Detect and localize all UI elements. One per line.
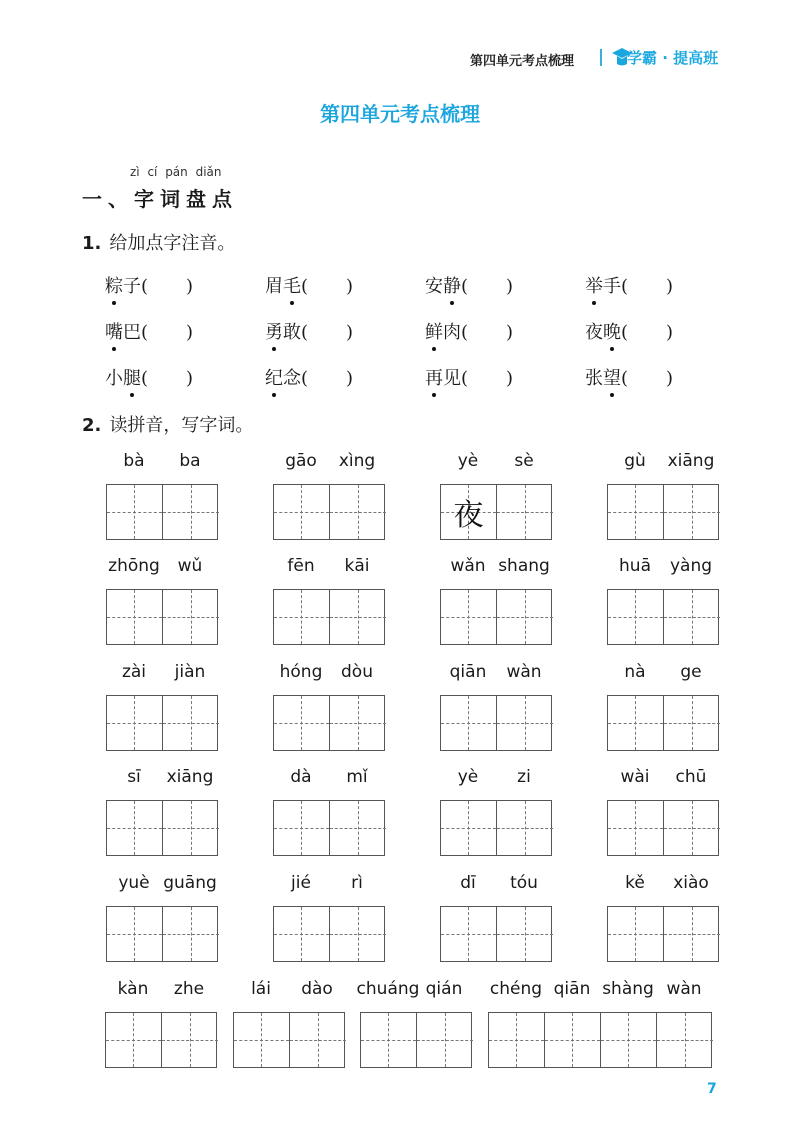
pinyin-syllable: gù bbox=[624, 451, 646, 471]
item-char: 静 bbox=[443, 272, 461, 298]
writing-cell[interactable] bbox=[497, 696, 553, 750]
writing-cell[interactable] bbox=[664, 801, 720, 855]
answer-paren-close: ) bbox=[346, 368, 354, 389]
writing-cell[interactable] bbox=[107, 907, 163, 961]
pinyin-syllable: jié bbox=[291, 873, 311, 893]
pinyin-row bbox=[233, 979, 345, 1003]
pinyin-row bbox=[607, 662, 719, 686]
pinyin-syllable: ba bbox=[179, 451, 201, 471]
pinyin-item bbox=[425, 318, 513, 344]
pinyin-row bbox=[273, 556, 385, 580]
pinyin-row bbox=[607, 556, 719, 580]
tianzige-grid bbox=[607, 906, 719, 962]
writing-cell[interactable] bbox=[330, 696, 386, 750]
writing-cell[interactable] bbox=[274, 485, 330, 539]
pinyin-syllable: dī bbox=[460, 873, 476, 893]
pinyin-syllable: kāi bbox=[344, 556, 370, 576]
pinyin-syllable: xiào bbox=[673, 873, 709, 893]
writing-cell[interactable] bbox=[664, 485, 720, 539]
pinyin-row bbox=[440, 556, 552, 580]
pinyin-syllable: zhōng bbox=[108, 556, 160, 576]
answer-paren-open: ( bbox=[621, 322, 629, 343]
pinyin-syllable: ge bbox=[680, 662, 702, 682]
pinyin-row bbox=[440, 873, 552, 897]
writing-cell[interactable] bbox=[274, 696, 330, 750]
pinyin-syllable: lái bbox=[251, 979, 271, 999]
pinyin-row bbox=[607, 451, 719, 475]
item-char: 腿 bbox=[123, 364, 141, 390]
question-1-number: 1. bbox=[82, 233, 102, 254]
pinyin-syllable: bà bbox=[123, 451, 145, 471]
item-char: 敢 bbox=[283, 322, 301, 343]
pinyin-syllable: chū bbox=[675, 767, 707, 787]
answer-paren-open: ( bbox=[621, 276, 629, 297]
pinyin-syllable: kě bbox=[625, 873, 645, 893]
writing-cell[interactable] bbox=[107, 590, 163, 644]
item-char: 张 bbox=[585, 368, 603, 389]
tianzige-grid bbox=[607, 695, 719, 751]
pinyin-syllable: yuè bbox=[118, 873, 150, 893]
page-title: 第四单元考点梳理 bbox=[320, 102, 480, 126]
item-char: 望 bbox=[603, 364, 621, 390]
pinyin-item bbox=[425, 364, 513, 390]
writing-cell[interactable] bbox=[330, 485, 386, 539]
tianzige-grid bbox=[106, 800, 218, 856]
item-char: 巴 bbox=[123, 322, 141, 343]
writing-cell[interactable] bbox=[234, 1013, 290, 1067]
tianzige-grid bbox=[607, 589, 719, 645]
answer-paren-close: ) bbox=[666, 276, 674, 297]
pinyin-syllable: qiān bbox=[449, 662, 487, 682]
item-char: 见 bbox=[443, 368, 461, 389]
writing-cell[interactable] bbox=[601, 1013, 657, 1067]
pinyin-item bbox=[585, 364, 673, 390]
pinyin-syllable: wàn bbox=[506, 662, 542, 682]
item-char: 再 bbox=[425, 364, 443, 390]
writing-cell[interactable] bbox=[163, 590, 219, 644]
answer-paren-close: ) bbox=[666, 368, 674, 389]
writing-cell[interactable] bbox=[163, 801, 219, 855]
writing-cell[interactable] bbox=[441, 590, 497, 644]
question-2-text: 读拼音，写字词。 bbox=[109, 415, 254, 436]
item-char: 眉 bbox=[265, 276, 283, 297]
tianzige-grid bbox=[106, 484, 218, 540]
item-char: 晚 bbox=[603, 318, 621, 344]
writing-cell[interactable] bbox=[107, 485, 163, 539]
answer-paren-open: ( bbox=[621, 368, 629, 389]
pinyin-syllable: wǔ bbox=[177, 556, 203, 576]
pinyin-syllable: sè bbox=[514, 451, 534, 471]
pinyin-syllable: zhe bbox=[173, 979, 205, 999]
writing-cell[interactable] bbox=[657, 1013, 713, 1067]
writing-cell[interactable] bbox=[163, 907, 219, 961]
pinyin-item bbox=[105, 318, 193, 344]
tianzige-grid bbox=[233, 1012, 345, 1068]
pinyin-row bbox=[106, 767, 218, 791]
answer-paren-open: ( bbox=[141, 276, 149, 297]
item-char: 夜 bbox=[585, 322, 603, 343]
pinyin-syllable: fēn bbox=[287, 556, 315, 576]
pinyin-syllable: chéng bbox=[489, 979, 543, 999]
writing-cell[interactable] bbox=[497, 590, 553, 644]
writing-cell[interactable] bbox=[107, 801, 163, 855]
writing-cell[interactable] bbox=[274, 907, 330, 961]
item-char: 纪 bbox=[265, 364, 283, 390]
pinyin-item bbox=[585, 318, 673, 344]
header-title: 第四单元考点梳理 bbox=[470, 54, 575, 69]
pinyin-row bbox=[440, 662, 552, 686]
tianzige-grid bbox=[273, 800, 385, 856]
writing-cell[interactable] bbox=[664, 590, 720, 644]
pinyin-syllable: zi bbox=[517, 767, 531, 787]
tianzige-grid bbox=[440, 589, 552, 645]
writing-cell[interactable] bbox=[417, 1013, 473, 1067]
pinyin-item bbox=[265, 364, 353, 390]
pinyin-row bbox=[356, 979, 472, 1003]
pinyin-syllable: nà bbox=[624, 662, 646, 682]
pinyin-syllable: shang bbox=[498, 556, 550, 576]
pinyin-row bbox=[440, 767, 552, 791]
pinyin-syllable: hóng bbox=[279, 662, 323, 682]
pinyin-syllable: yàng bbox=[669, 556, 713, 576]
writing-cell[interactable] bbox=[441, 801, 497, 855]
pinyin-syllable: xiāng bbox=[667, 451, 715, 471]
answer-paren-close: ) bbox=[186, 322, 194, 343]
question-2-number: 2. bbox=[82, 415, 102, 436]
pinyin-syllable: qiān bbox=[553, 979, 591, 999]
writing-cell[interactable] bbox=[162, 1013, 218, 1067]
pinyin-row bbox=[105, 979, 217, 1003]
tianzige-grid bbox=[488, 1012, 712, 1068]
writing-cell[interactable] bbox=[330, 590, 386, 644]
filled-char: 夜 bbox=[453, 498, 484, 533]
header-brand: 学霸 · 提高班 bbox=[627, 49, 719, 67]
answer-paren-close: ) bbox=[346, 322, 354, 343]
writing-cell[interactable] bbox=[608, 590, 664, 644]
pinyin-item bbox=[585, 272, 673, 298]
section-heading: 一、字词盘点 bbox=[82, 187, 238, 211]
page-number: 7 bbox=[707, 1081, 717, 1097]
tianzige-grid bbox=[106, 906, 218, 962]
pinyin-row bbox=[106, 451, 218, 475]
tianzige-grid bbox=[273, 589, 385, 645]
pinyin-item bbox=[425, 272, 513, 298]
writing-cell[interactable] bbox=[330, 801, 386, 855]
writing-cell[interactable] bbox=[608, 485, 664, 539]
writing-cell[interactable] bbox=[274, 590, 330, 644]
tianzige-grid bbox=[273, 484, 385, 540]
writing-cell[interactable] bbox=[163, 696, 219, 750]
tianzige-grid bbox=[273, 695, 385, 751]
writing-cell[interactable] bbox=[361, 1013, 417, 1067]
writing-cell[interactable] bbox=[497, 485, 553, 539]
writing-cell[interactable] bbox=[274, 801, 330, 855]
pinyin-row bbox=[607, 767, 719, 791]
tianzige-grid bbox=[105, 1012, 217, 1068]
tianzige-grid bbox=[440, 800, 552, 856]
pinyin-row bbox=[106, 662, 218, 686]
answer-paren-open: ( bbox=[461, 368, 469, 389]
header-divider bbox=[600, 49, 602, 66]
answer-paren-close: ) bbox=[666, 322, 674, 343]
answer-paren-close: ) bbox=[506, 368, 514, 389]
pinyin-item bbox=[265, 272, 353, 298]
tianzige-grid bbox=[440, 906, 552, 962]
question-1-text: 给加点字注音。 bbox=[109, 233, 236, 254]
item-char: 肉 bbox=[443, 322, 461, 343]
pinyin-syllable: shàng bbox=[602, 979, 654, 999]
pinyin-syllable: dòu bbox=[341, 662, 373, 682]
item-char: 念 bbox=[283, 368, 301, 389]
writing-cell[interactable] bbox=[608, 696, 664, 750]
tianzige-grid bbox=[440, 695, 552, 751]
answer-paren-close: ) bbox=[186, 368, 194, 389]
pinyin-row bbox=[106, 873, 218, 897]
pinyin-syllable: kàn bbox=[117, 979, 149, 999]
pinyin-syllable: dào bbox=[301, 979, 333, 999]
item-char: 粽 bbox=[105, 272, 123, 298]
item-char: 手 bbox=[603, 276, 621, 297]
tianzige-grid bbox=[106, 589, 218, 645]
pinyin-syllable: zài bbox=[121, 662, 147, 682]
writing-cell[interactable] bbox=[664, 907, 720, 961]
pinyin-syllable: wàn bbox=[666, 979, 702, 999]
pinyin-syllable: yè bbox=[457, 767, 479, 787]
answer-paren-close: ) bbox=[346, 276, 354, 297]
answer-paren-open: ( bbox=[461, 322, 469, 343]
tianzige-grid bbox=[607, 484, 719, 540]
answer-paren-open: ( bbox=[301, 322, 309, 343]
pinyin-syllable: wài bbox=[620, 767, 650, 787]
tianzige-grid bbox=[607, 800, 719, 856]
pinyin-syllable: wǎn bbox=[450, 556, 486, 576]
pinyin-row bbox=[440, 451, 552, 475]
item-char: 举 bbox=[585, 272, 603, 298]
pinyin-item bbox=[265, 318, 353, 344]
question-1-heading bbox=[82, 229, 235, 255]
pinyin-item bbox=[105, 364, 193, 390]
pinyin-row bbox=[607, 873, 719, 897]
writing-cell[interactable] bbox=[441, 907, 497, 961]
item-char: 安 bbox=[425, 276, 443, 297]
writing-cell[interactable] bbox=[330, 907, 386, 961]
pinyin-syllable: chuáng bbox=[356, 979, 420, 999]
item-char: 毛 bbox=[283, 272, 301, 298]
pinyin-row bbox=[273, 451, 385, 475]
pinyin-syllable: dà bbox=[290, 767, 312, 787]
pinyin-syllable: jiàn bbox=[174, 662, 206, 682]
question-2-heading bbox=[82, 411, 253, 437]
pinyin-syllable: sī bbox=[127, 767, 141, 787]
item-char: 勇 bbox=[265, 318, 283, 344]
writing-cell[interactable] bbox=[608, 801, 664, 855]
answer-paren-open: ( bbox=[141, 322, 149, 343]
answer-paren-close: ) bbox=[506, 276, 514, 297]
pinyin-syllable: qián bbox=[425, 979, 463, 999]
pinyin-row bbox=[106, 556, 218, 580]
writing-cell[interactable] bbox=[163, 485, 219, 539]
writing-cell[interactable] bbox=[489, 1013, 545, 1067]
writing-cell[interactable] bbox=[545, 1013, 601, 1067]
tianzige-grid bbox=[106, 695, 218, 751]
writing-cell[interactable] bbox=[290, 1013, 346, 1067]
pinyin-syllable: rì bbox=[351, 873, 363, 893]
pinyin-row bbox=[273, 662, 385, 686]
writing-cell[interactable] bbox=[497, 907, 553, 961]
pinyin-row bbox=[273, 767, 385, 791]
pinyin-syllable: xiāng bbox=[166, 767, 214, 787]
answer-paren-open: ( bbox=[141, 368, 149, 389]
pinyin-row bbox=[273, 873, 385, 897]
item-char: 嘴 bbox=[105, 318, 123, 344]
answer-paren-open: ( bbox=[301, 276, 309, 297]
writing-cell[interactable] bbox=[497, 801, 553, 855]
writing-cell[interactable] bbox=[608, 907, 664, 961]
answer-paren-open: ( bbox=[461, 276, 469, 297]
writing-cell[interactable] bbox=[106, 1013, 162, 1067]
item-char: 子 bbox=[123, 276, 141, 297]
tianzige-grid bbox=[440, 484, 552, 540]
pinyin-syllable: yè bbox=[457, 451, 479, 471]
tianzige-grid bbox=[360, 1012, 472, 1068]
answer-paren-close: ) bbox=[506, 322, 514, 343]
pinyin-syllable: tóu bbox=[510, 873, 538, 893]
pinyin-syllable: guāng bbox=[163, 873, 217, 893]
writing-cell[interactable] bbox=[664, 696, 720, 750]
section-pinyin: zì cí pán diǎn bbox=[130, 165, 222, 179]
answer-paren-open: ( bbox=[301, 368, 309, 389]
pinyin-syllable: gāo bbox=[285, 451, 317, 471]
item-char: 小 bbox=[105, 368, 123, 389]
item-char: 鲜 bbox=[425, 318, 443, 344]
pinyin-item bbox=[105, 272, 193, 298]
pinyin-row bbox=[488, 979, 712, 1003]
pinyin-syllable: mǐ bbox=[346, 767, 368, 787]
writing-cell[interactable] bbox=[441, 485, 497, 539]
pinyin-syllable: huā bbox=[619, 556, 651, 576]
answer-paren-close: ) bbox=[186, 276, 194, 297]
tianzige-grid bbox=[273, 906, 385, 962]
pinyin-syllable: xìng bbox=[338, 451, 376, 471]
writing-cell[interactable] bbox=[441, 696, 497, 750]
writing-cell[interactable] bbox=[107, 696, 163, 750]
